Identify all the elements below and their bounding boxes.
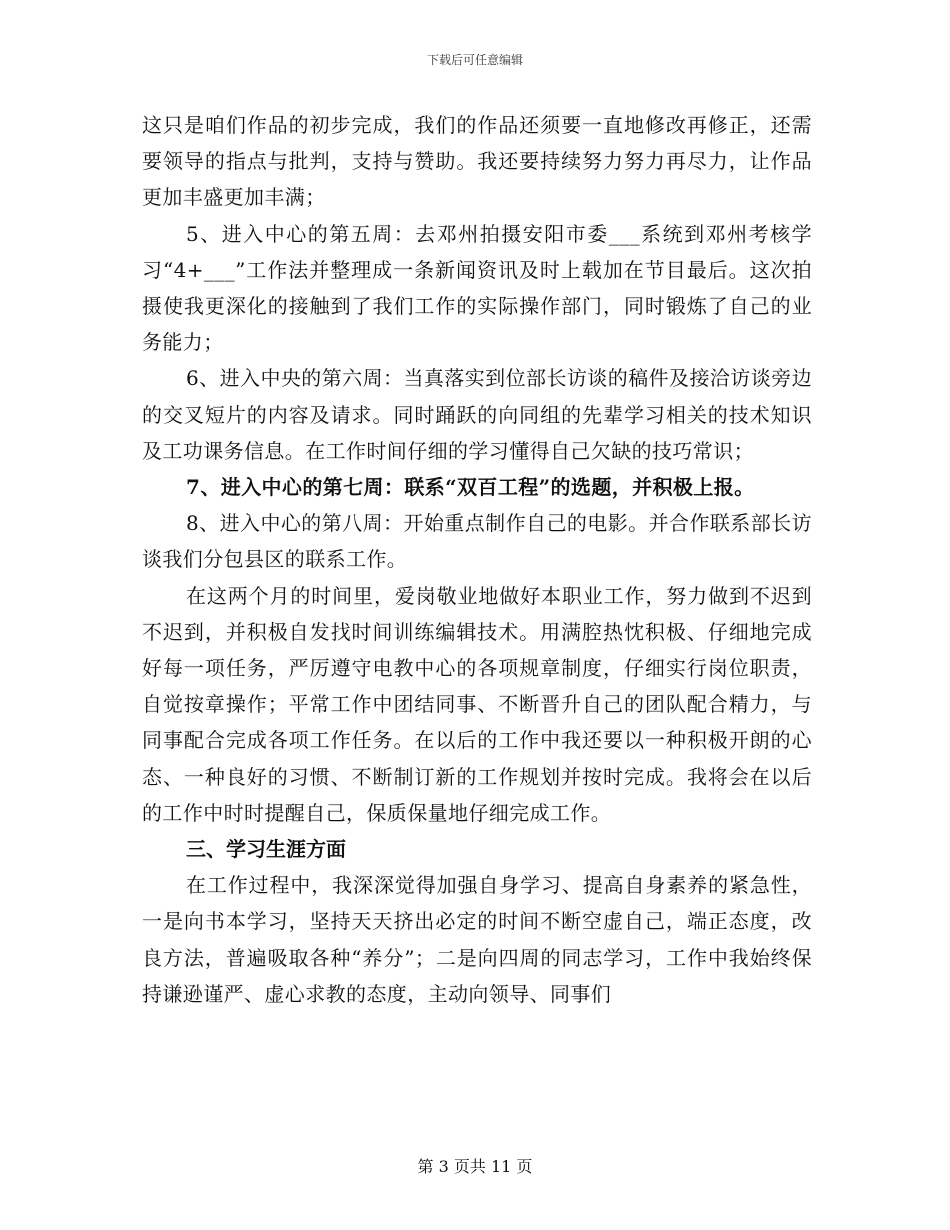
page-header: 下载后可任意编辑 (426, 53, 523, 67)
paragraph-week-5: 5、进入中心的第五周：去邓州拍摄安阳市委___系统到邓州考核学习“4+___”工作法并整理成一条新闻资讯及时上载加在节目最后。这次拍摄使我更深化的接触到了我们工作的实际操作部门，同时锻炼了自己的业务能力； (142, 221, 812, 355)
paragraph-two-months-summary: 在这两个月的时间里，爱岗敬业地做好本职业工作，努力做到不迟到不迟到，并积极自发找时间训练编辑技术。用满腔热忱积极、仔细地完成好每一项任务，严厉遵守电教中心的各项规章制度，仔细实行岗位职责，自觉按章操作；平常工作中团结同事、不断晋升自己的团队配合精力，与同事配合完成各项工作任务。在以后的工作中我还要以一种积极开朗的心态、一种良好的习惯、不断制订新的工作规划并按时完成。我将会在以后的工作中时时提醒自己，保质保量地仔细完成工作。 (142, 583, 812, 825)
paragraph-continuation: 这只是咱们作品的初步完成，我们的作品还须要一直地修改再修正，还需要领导的指点与批判，支持与赞助。我还要持续努力努力再尽力，让作品更加丰盛更加丰满； (142, 113, 812, 210)
paragraph-study: 在工作过程中，我深深觉得加强自身学习、提高自身素养的紧急性，一是向书本学习，坚持天天挤出必定的时间不断空虚自己，端正态度，改良方法，普遍吸取各种“养分”；二是向四周的同志学习，工作中我始终保持谦逊谨严、虚心求教的态度，主动向领导、同事们 (142, 873, 812, 1006)
section-heading-study: 三、学习生涯方面 (186, 837, 346, 862)
document-body (142, 107, 812, 1012)
page-footer: 第 3 页共 11 页 (417, 1157, 533, 1176)
paragraph-week-8: 8、进入中心的第八周：开始重点制作自己的电影。并合作联系部长访谈我们分包县区的联系工作。 (142, 511, 812, 572)
paragraph-week-7: 7、进入中心的第七周：联系“双百工程”的选题，并积极上报。 (186, 475, 755, 500)
paragraph-week-6: 6、进入中央的第六周：当真落实到位部长访谈的稿件及接洽访谈旁边的交叉短片的内容及请求。同时踊跃的向同组的先辈学习相关的技术知识及工功课务信息。在工作时间仔细的学习懂得自己欠缺的技巧常识； (142, 366, 812, 463)
